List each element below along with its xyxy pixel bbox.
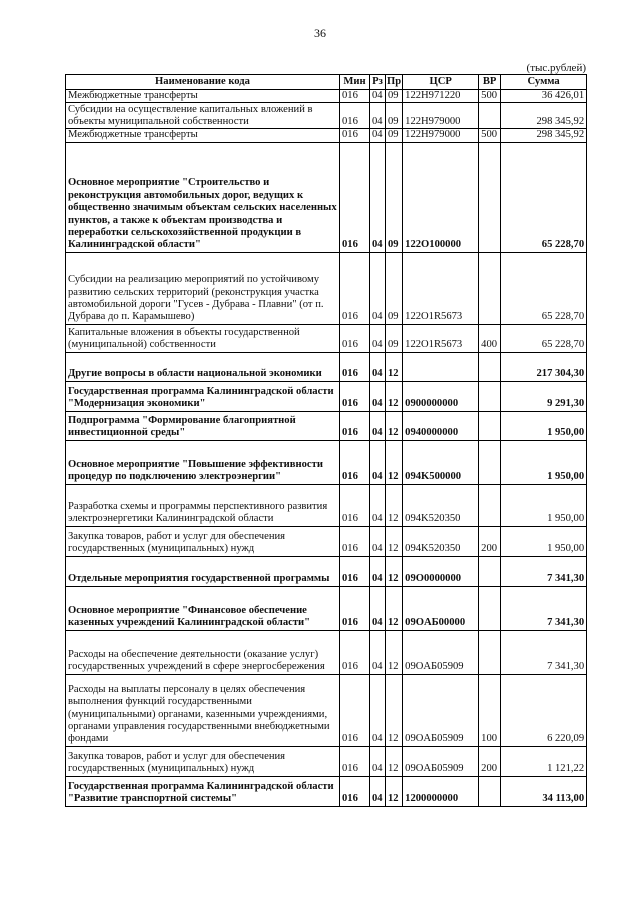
- row-rz: 04: [370, 129, 386, 142]
- row-min: 016: [340, 252, 370, 324]
- row-name: Другие вопросы в области национальной экономики: [66, 352, 340, 381]
- row-min: 016: [340, 352, 370, 381]
- row-pr: 09: [386, 324, 403, 352]
- table-row: [66, 381, 587, 411]
- row-csr: 0900000000: [403, 381, 479, 411]
- row-rz: 04: [370, 90, 386, 103]
- row-csr: 09OAБ00000: [403, 586, 479, 630]
- row-vr: 400: [479, 324, 501, 352]
- row-sum: 7 341,30: [501, 586, 587, 630]
- units-label: (тыс.рублей): [526, 62, 586, 74]
- row-min: 016: [340, 630, 370, 674]
- row-rz: 04: [370, 103, 386, 129]
- row-min: 016: [340, 381, 370, 411]
- row-min: 016: [340, 776, 370, 806]
- row-pr: 09: [386, 103, 403, 129]
- row-vr: [479, 440, 501, 484]
- row-pr: 12: [386, 674, 403, 746]
- row-sum: 9 291,30: [501, 381, 587, 411]
- table-row: [66, 674, 587, 746]
- row-rz: 04: [370, 252, 386, 324]
- table-row: [66, 746, 587, 776]
- row-sum: 65 228,70: [501, 142, 587, 252]
- row-sum: 1 121,22: [501, 746, 587, 776]
- row-name: Закупка товаров, работ и услуг для обеспечения государственных (муниципальных) нужд: [66, 746, 340, 776]
- row-pr: 12: [386, 586, 403, 630]
- row-pr: 09: [386, 252, 403, 324]
- row-vr: [479, 556, 501, 586]
- row-vr: [479, 776, 501, 806]
- table-row: [66, 324, 587, 352]
- row-pr: 12: [386, 381, 403, 411]
- row-csr: 122H979000: [403, 129, 479, 142]
- row-vr: [479, 352, 501, 381]
- row-rz: 04: [370, 526, 386, 556]
- row-sum: 217 304,30: [501, 352, 587, 381]
- row-rz: 04: [370, 484, 386, 526]
- row-vr: 500: [479, 90, 501, 103]
- row-vr: [479, 484, 501, 526]
- row-rz: 04: [370, 440, 386, 484]
- row-csr: 122H971220: [403, 90, 479, 103]
- row-vr: [479, 142, 501, 252]
- row-sum: 7 341,30: [501, 556, 587, 586]
- row-csr: 122O1R5673: [403, 252, 479, 324]
- row-name: Капитальные вложения в объекты государственной (муниципальной) собственности: [66, 324, 340, 352]
- table-row: [66, 411, 587, 440]
- row-csr: 122O1R5673: [403, 324, 479, 352]
- row-name: Расходы на выплаты персоналу в целях обеспечения выполнения функций государственными (муниципальными) органами, казенными учреждениями, органами управления государственными внебюджетными фондами: [66, 674, 340, 746]
- row-rz: 04: [370, 556, 386, 586]
- row-name: Межбюджетные трансферты: [66, 129, 340, 142]
- row-rz: 04: [370, 630, 386, 674]
- table-row: [66, 776, 587, 806]
- row-min: 016: [340, 440, 370, 484]
- row-rz: 04: [370, 324, 386, 352]
- row-sum: 36 426,01: [501, 90, 587, 103]
- row-rz: 04: [370, 586, 386, 630]
- row-min: 016: [340, 129, 370, 142]
- row-vr: [479, 411, 501, 440]
- row-csr: 09OAБ05909: [403, 674, 479, 746]
- row-sum: 65 228,70: [501, 324, 587, 352]
- row-pr: 12: [386, 484, 403, 526]
- header-pr: Пр: [386, 75, 403, 90]
- row-pr: 09: [386, 142, 403, 252]
- row-min: 016: [340, 103, 370, 129]
- header-rz: Рз: [370, 75, 386, 90]
- row-vr: [479, 586, 501, 630]
- row-csr: 09O0000000: [403, 556, 479, 586]
- row-name: Основное мероприятие "Повышение эффективности процедур по подключению электроэнергии": [66, 440, 340, 484]
- row-rz: 04: [370, 776, 386, 806]
- row-sum: 1 950,00: [501, 440, 587, 484]
- row-vr: [479, 630, 501, 674]
- row-pr: 12: [386, 352, 403, 381]
- table-row: [66, 526, 587, 556]
- row-rz: 04: [370, 411, 386, 440]
- row-name: Закупка товаров, работ и услуг для обеспечения государственных (муниципальных) нужд: [66, 526, 340, 556]
- row-sum: 7 341,30: [501, 630, 587, 674]
- row-min: 016: [340, 411, 370, 440]
- row-vr: [479, 103, 501, 129]
- header-name: Наименование кода: [66, 75, 340, 90]
- row-csr: 0940000000: [403, 411, 479, 440]
- row-pr: 12: [386, 776, 403, 806]
- row-vr: [479, 252, 501, 324]
- row-csr: 09OAБ05909: [403, 630, 479, 674]
- header-min: Мин: [340, 75, 370, 90]
- row-min: 016: [340, 556, 370, 586]
- row-pr: 09: [386, 129, 403, 142]
- row-rz: 04: [370, 352, 386, 381]
- row-min: 016: [340, 484, 370, 526]
- row-min: 016: [340, 586, 370, 630]
- table-row: [66, 484, 587, 526]
- row-min: 016: [340, 746, 370, 776]
- table-row: [66, 142, 587, 252]
- row-csr: 094K520350: [403, 526, 479, 556]
- row-rz: 04: [370, 746, 386, 776]
- table-header-row: [66, 75, 587, 90]
- row-pr: 12: [386, 440, 403, 484]
- row-sum: 1 950,00: [501, 484, 587, 526]
- row-name: Основное мероприятие "Финансовое обеспечение казенных учреждений Калининградской области": [66, 586, 340, 630]
- row-csr: 122O100000: [403, 142, 479, 252]
- row-csr: 094K520350: [403, 484, 479, 526]
- row-name: Расходы на обеспечение деятельности (оказание услуг) государственных учреждений в сфере энергосбережения: [66, 630, 340, 674]
- row-name: Основное мероприятие "Строительство и реконструкция автомобильных дорог, ведущих к общественно значимым объектам сельских населенных пунктов, а также к объектам производства и переработки сельскохозяйственной продукции в Калининградской области": [66, 142, 340, 252]
- table-row: [66, 90, 587, 103]
- header-sum: Сумма: [501, 75, 587, 90]
- row-vr: [479, 381, 501, 411]
- row-name: Государственная программа Калининградской области "Развитие транспортной системы": [66, 776, 340, 806]
- row-csr: [403, 352, 479, 381]
- row-min: 016: [340, 674, 370, 746]
- row-vr: 100: [479, 674, 501, 746]
- budget-table: [65, 74, 587, 807]
- row-vr: 500: [479, 129, 501, 142]
- row-rz: 04: [370, 142, 386, 252]
- row-csr: 1200000000: [403, 776, 479, 806]
- row-name: Подпрограмма "Формирование благоприятной инвестиционной среды": [66, 411, 340, 440]
- row-min: 016: [340, 142, 370, 252]
- row-vr: 200: [479, 746, 501, 776]
- table-row: [66, 129, 587, 142]
- row-name: Государственная программа Калининградской области "Модернизация экономики": [66, 381, 340, 411]
- page-number: 36: [314, 26, 326, 40]
- row-sum: 298 345,92: [501, 129, 587, 142]
- row-pr: 12: [386, 746, 403, 776]
- row-name: Субсидии на реализацию мероприятий по устойчивому развитию сельских территорий (реконструкция участка автомобильной дороги "Гусев - Дубрава - Плавни" (от п. Дубрава до п. Карамышево): [66, 252, 340, 324]
- row-name: Отдельные мероприятия государственной программы: [66, 556, 340, 586]
- table-row: [66, 352, 587, 381]
- row-pr: 12: [386, 556, 403, 586]
- header-vr: ВР: [479, 75, 501, 90]
- table-row: [66, 440, 587, 484]
- row-name: Межбюджетные трансферты: [66, 90, 340, 103]
- row-sum: 298 345,92: [501, 103, 587, 129]
- row-pr: 12: [386, 630, 403, 674]
- row-csr: 094K500000: [403, 440, 479, 484]
- row-rz: 04: [370, 381, 386, 411]
- row-name: Разработка схемы и программы перспективного развития электроэнергетики Калининградской области: [66, 484, 340, 526]
- row-min: 016: [340, 324, 370, 352]
- row-sum: 1 950,00: [501, 526, 587, 556]
- row-vr: 200: [479, 526, 501, 556]
- table-row: [66, 252, 587, 324]
- row-rz: 04: [370, 674, 386, 746]
- row-csr: 09OAБ05909: [403, 746, 479, 776]
- row-sum: 6 220,09: [501, 674, 587, 746]
- row-min: 016: [340, 90, 370, 103]
- row-min: 016: [340, 526, 370, 556]
- row-sum: 1 950,00: [501, 411, 587, 440]
- table-row: [66, 630, 587, 674]
- row-sum: 34 113,00: [501, 776, 587, 806]
- table-row: [66, 103, 587, 129]
- row-csr: 122H979000: [403, 103, 479, 129]
- table-row: [66, 556, 587, 586]
- row-sum: 65 228,70: [501, 252, 587, 324]
- row-pr: 09: [386, 90, 403, 103]
- row-pr: 12: [386, 526, 403, 556]
- row-pr: 12: [386, 411, 403, 440]
- table-row: [66, 586, 587, 630]
- header-csr: ЦСР: [403, 75, 479, 90]
- row-name: Субсидии на осуществление капитальных вложений в объекты муниципальной собственности: [66, 103, 340, 129]
